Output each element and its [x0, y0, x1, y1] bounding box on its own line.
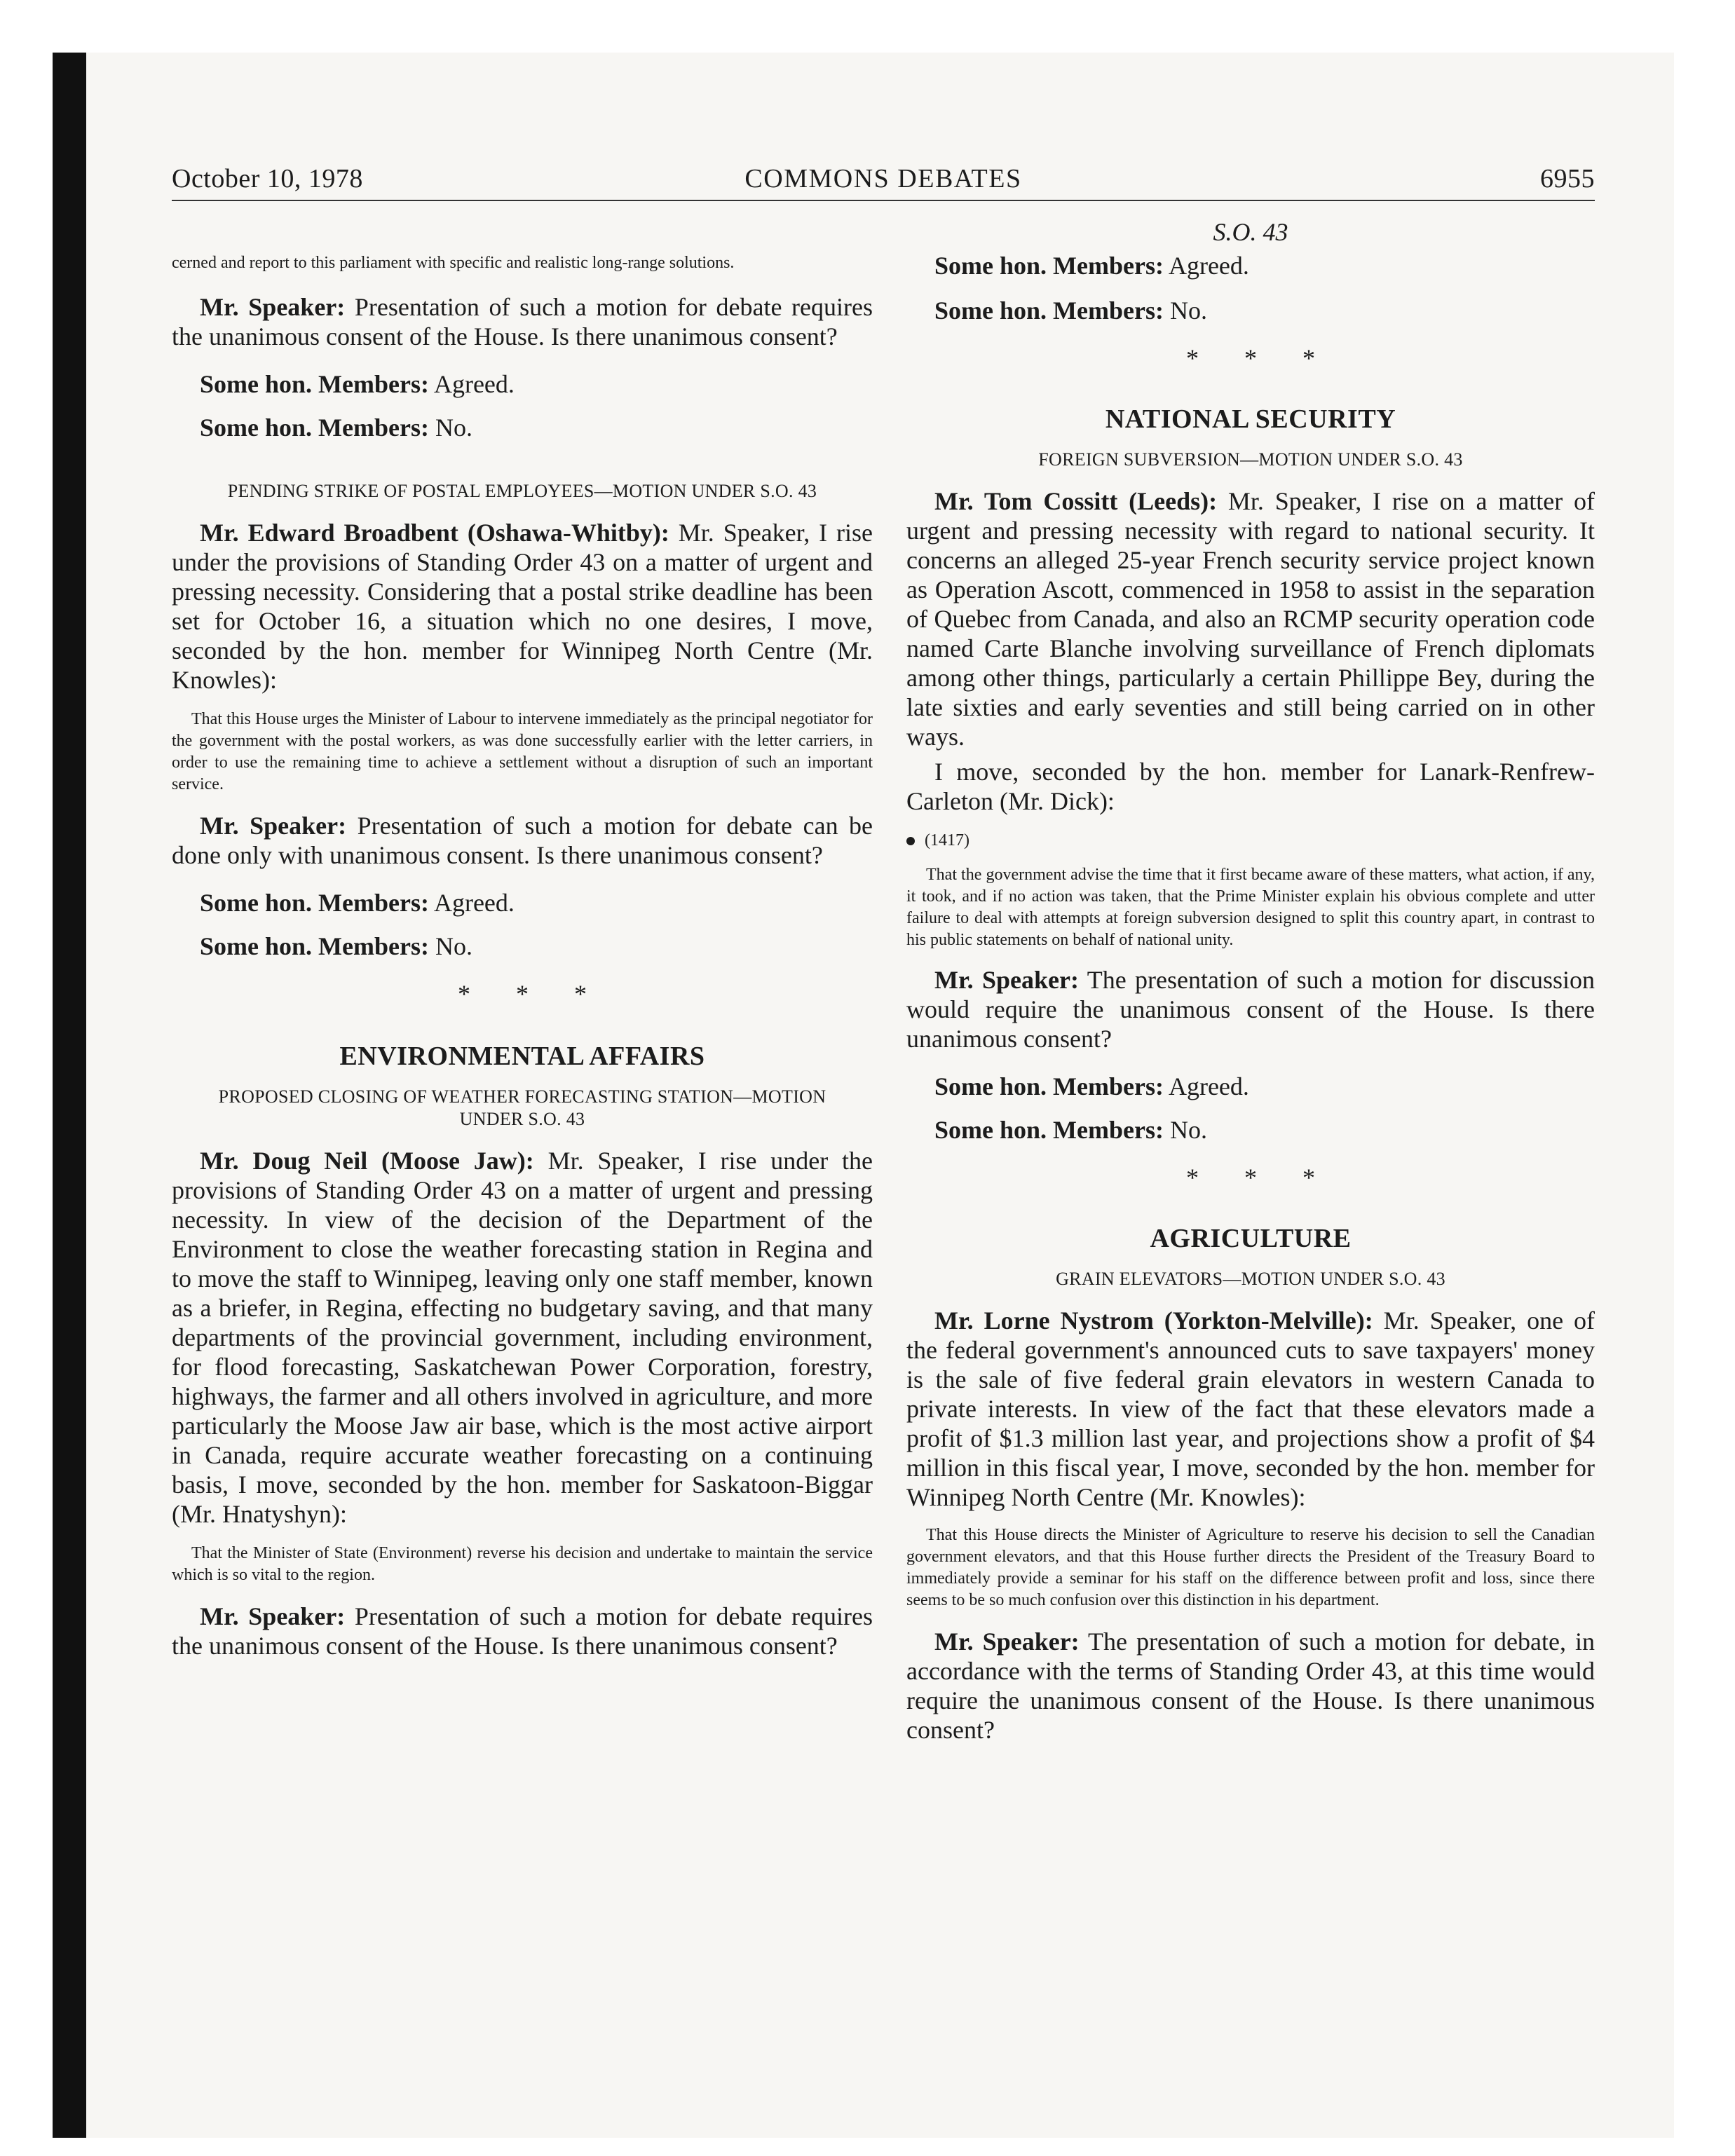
- right-column: [906, 210, 1595, 1745]
- so-label: S.O. 43: [1213, 218, 1288, 246]
- scan-margin-bar: [53, 53, 86, 2138]
- speaker-name: Mr. Doug Neil (Moose Jaw):: [200, 1147, 534, 1175]
- speaker-name: Mr. Edward Broadbent (Oshawa-Whitby):: [200, 519, 669, 547]
- speaker-name: Some hon. Members:: [200, 932, 429, 960]
- subheading-weather: PROPOSED CLOSING OF WEATHER FORECASTING STATION—MOTION UNDER S.O. 43: [218, 1086, 826, 1129]
- speaker-name: Mr. Speaker:: [200, 293, 346, 321]
- bullet-icon: [906, 837, 915, 845]
- header-title: COMMONS DEBATES: [744, 164, 1022, 193]
- paragraph-speaker-5: [906, 1627, 1595, 1745]
- speaker-name: Some hon. Members:: [934, 296, 1164, 325]
- subheading-foreign-subversion: FOREIGN SUBVERSION—MOTION UNDER S.O. 43: [1038, 449, 1463, 470]
- motion-text-elevators: That this House directs the Minister of Agriculture to reserve his decision to sell the Canadian government elevators, and that this House further directs the President of the Treasury Board to immediately provide a seminar for his staff on the difference between profit and loss, since there seems to be so much confusion over this distinction in his department.: [906, 1526, 1595, 1609]
- speech-text: The presentation of such a motion for debate, in accordance with the terms of Standing Order 43, at this time would require the unanimous consent of the House. Is there unanimous consent?: [906, 1628, 1595, 1744]
- time-marker: [906, 831, 1595, 850]
- response-agreed: [906, 1072, 1595, 1101]
- paragraph-nystrom: [906, 1306, 1595, 1512]
- section-heading-environmental: ENVIRONMENTAL AFFAIRS: [339, 1042, 705, 1071]
- response-text: No.: [428, 932, 472, 960]
- paragraph-neil: [172, 1146, 873, 1529]
- header-rule: [172, 200, 1595, 201]
- response-text: Agreed.: [1163, 1072, 1249, 1100]
- speaker-name: Mr. Tom Cossitt (Leeds):: [934, 487, 1218, 515]
- speaker-name: Some hon. Members:: [200, 889, 429, 917]
- paragraph-continued: cerned and report to this parliament with specific and realistic long-range solutions.: [172, 254, 735, 272]
- subheading-grain-elevators: GRAIN ELEVATORS—MOTION UNDER S.O. 43: [1056, 1269, 1445, 1289]
- paragraph-speaker-4: [906, 965, 1595, 1053]
- speaker-name: Mr. Speaker:: [200, 812, 347, 840]
- paragraph-speaker-1: [172, 292, 873, 351]
- speaker-name: Some hon. Members:: [934, 252, 1164, 280]
- speech-text: Presentation of such a motion for debate requires the unanimous consent of the House. Is there unanimous consent?: [172, 1602, 873, 1660]
- speaker-name: Mr. Speaker:: [934, 966, 1079, 994]
- response-text: No.: [1163, 1116, 1207, 1144]
- speaker-name: Mr. Speaker:: [200, 1602, 346, 1630]
- time-text: (1417): [925, 831, 969, 850]
- paragraph-speaker-3: [172, 1602, 873, 1660]
- section-separator: * * *: [1186, 344, 1335, 372]
- response-agreed: [906, 251, 1595, 280]
- speech-text: Mr. Speaker, I rise under the provisions of Standing Order 43 on a matter of urgent and pressing necessity. Considering that a postal strike deadline has been set for October 16, a situation which no one desires, I move, seconded by the hon. member for Winnipeg North Centre (Mr. Knowles):: [172, 519, 873, 694]
- speaker-name: Some hon. Members:: [934, 1116, 1164, 1144]
- speaker-name: Some hon. Members:: [934, 1072, 1164, 1100]
- response-agreed: [172, 369, 873, 399]
- response-no: [172, 932, 873, 961]
- speech-text: Presentation of such a motion for debate requires the unanimous consent of the House. Is there unanimous consent?: [172, 293, 873, 350]
- speaker-name: Mr. Speaker:: [934, 1628, 1080, 1656]
- response-text: No.: [1163, 296, 1207, 325]
- speaker-name: Mr. Lorne Nystrom (Yorkton-Melville):: [934, 1306, 1373, 1335]
- left-column: [172, 210, 873, 1660]
- response-text: Agreed.: [428, 889, 515, 917]
- section-separator: * * *: [458, 980, 606, 1008]
- section-heading-national-security: NATIONAL SECURITY: [1105, 404, 1396, 434]
- subheading-postal: PENDING STRIKE OF POSTAL EMPLOYEES—MOTION UNDER S.O. 43: [227, 481, 817, 501]
- response-text: No.: [428, 414, 472, 442]
- header-page-number: 6955: [1540, 164, 1595, 193]
- motion-text-weather: That the Minister of State (Environment) reverse his decision and undertake to maintain the service which is so vital to the region.: [172, 1544, 873, 1584]
- page-header: [172, 163, 1595, 198]
- paragraph-move: I move, seconded by the hon. member for Lanark-Renfrew-Carleton (Mr. Dick):: [906, 758, 1595, 815]
- speaker-name: Some hon. Members:: [200, 370, 429, 398]
- motion-text-security: That the government advise the time that it first became aware of these matters, what action, if any, it took, and if no action was taken, that the Prime Minister explain his obvious complete and utter failure to deal with attempts at foreign subversion designed to split this country apart, in contrast to his public statements on behalf of national unity.: [906, 866, 1595, 949]
- section-separator: * * *: [1186, 1164, 1335, 1192]
- speech-text: Mr. Speaker, one of the federal government's announced cuts to save taxpayers' money is the sale of five federal grain elevators in western Canada to private interests. In view of the fact that these elevators made a profit of $1.3 million last year, and projections show a profit of $4 million in this fiscal year, I move, seconded by the hon. member for Winnipeg North Centre (Mr. Knowles):: [906, 1306, 1595, 1511]
- response-text: Agreed.: [428, 370, 515, 398]
- response-no: [172, 413, 873, 442]
- response-agreed: [172, 888, 873, 917]
- response-no: [906, 296, 1595, 325]
- speech-text: Mr. Speaker, I rise under the provisions of Standing Order 43 on a matter of urgent and pressing necessity. In view of the decision of the Department of the Environment to close the weather forecasting station in Regina and to move the staff to Winnipeg, leaving only one staff member, known as a briefer, in Regina, effecting no budgetary saving, and that many departments of the provincial government, including environment, for flood forecasting, Saskatchewan Power Corporation, forestry, highways, the farmer and all others involved in agriculture, and more particularly the Moose Jaw air base, which is the most active airport in Canada, require accurate weather forecasting on a continuing basis, I move, seconded by the hon. member for Saskatoon-Biggar (Mr. Hnatyshyn):: [172, 1147, 873, 1528]
- response-no: [906, 1115, 1595, 1145]
- response-text: Agreed.: [1163, 252, 1249, 280]
- speech-text: Mr. Speaker, I rise on a matter of urgent and pressing necessity with regard to national security. It concerns an alleged 25-year French security service project known as Operation Ascott, commenced in 1958 to assist in the separation of Quebec from Canada, and also an RCMP security operation code named Carte Blanche involving surveillance of French diplomats among other things, particularly a certain Phillippe Bey, during the late sixties and early seventies and still being carried on in other ways.: [906, 487, 1595, 751]
- paragraph-broadbent: [172, 518, 873, 695]
- speaker-name: Some hon. Members:: [200, 414, 429, 442]
- speech-text: The presentation of such a motion for discussion would require the unanimous consent of the House. Is there unanimous consent?: [906, 966, 1595, 1053]
- paragraph-speaker-2: [172, 811, 873, 870]
- paragraph-cossitt: [906, 486, 1595, 751]
- speech-text: Presentation of such a motion for debate can be done only with unanimous consent. Is there unanimous consent?: [172, 812, 873, 869]
- header-date: October 10, 1978: [172, 164, 363, 193]
- motion-text-postal: That this House urges the Minister of Labour to intervene immediately as the principal negotiator for the government with the postal workers, as was done successfully earlier with the letter carriers, in order to use the remaining time to achieve a settlement without a disruption of such an important service.: [172, 710, 873, 793]
- section-heading-agriculture: AGRICULTURE: [1150, 1224, 1352, 1253]
